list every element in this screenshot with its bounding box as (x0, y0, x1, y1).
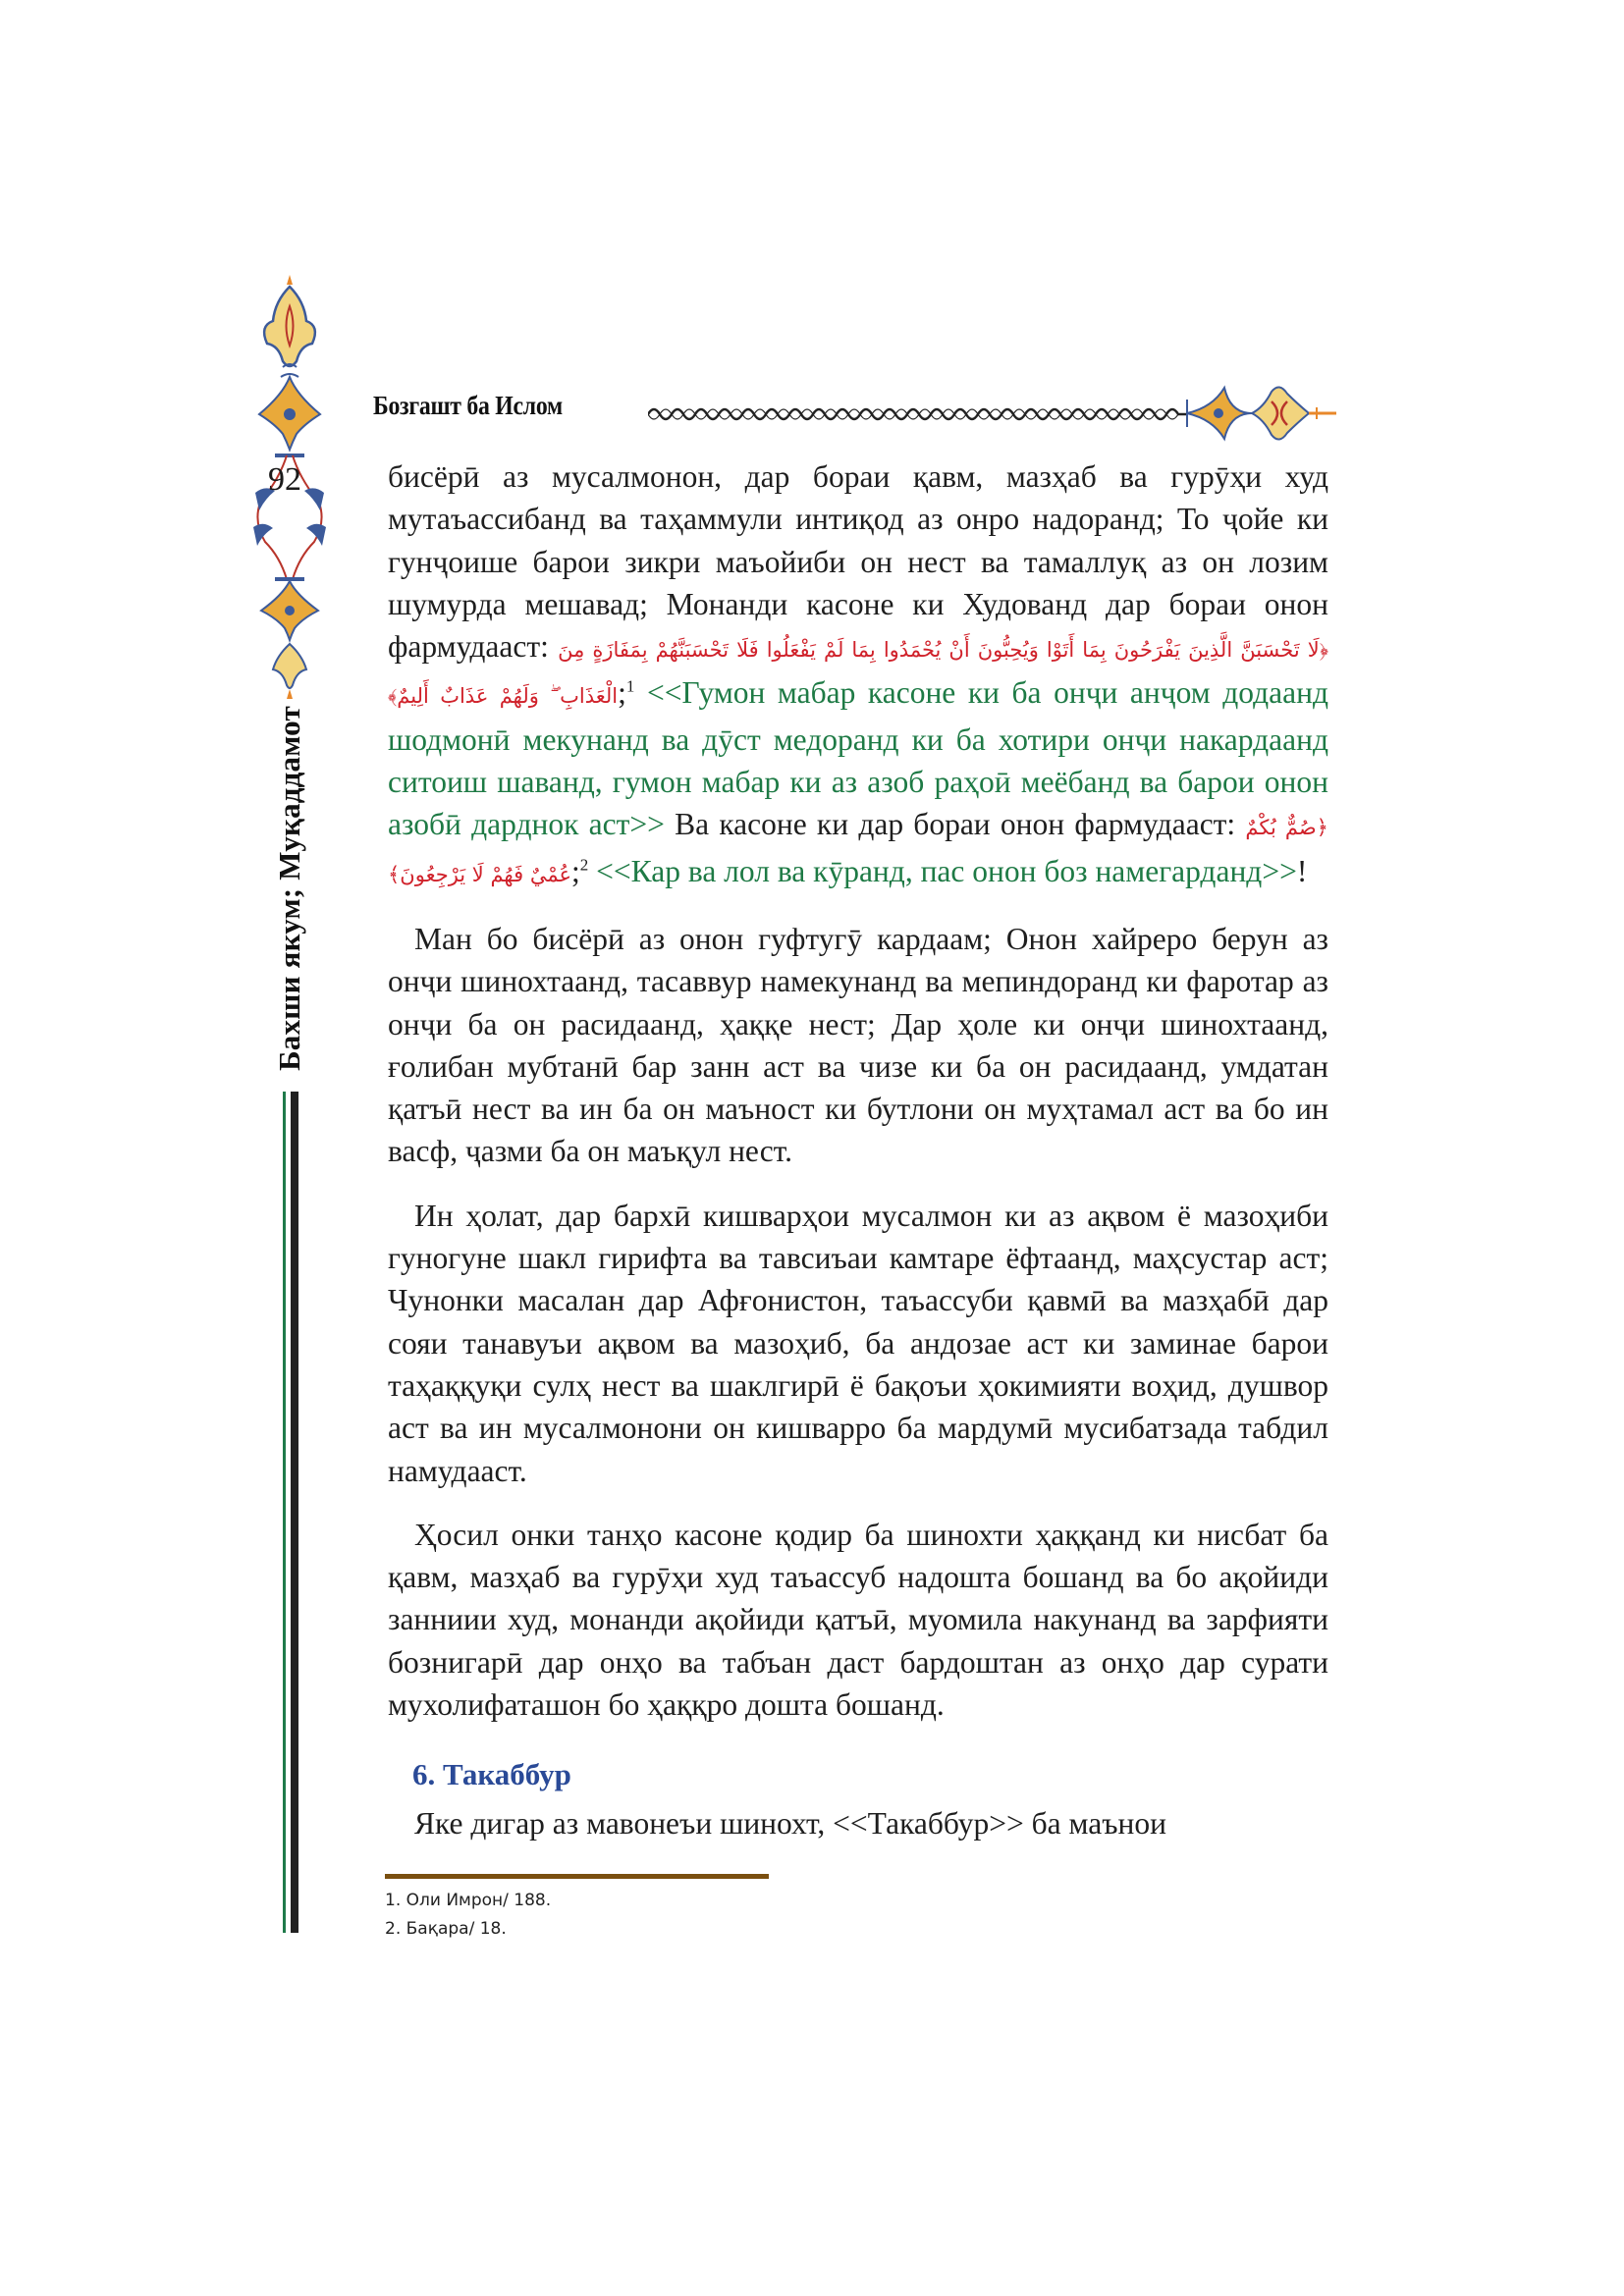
paragraph-1-end: ! (1296, 853, 1308, 888)
paragraph-2: Ман бо бисёрӣ аз онон гуфтугӯ кардаам; Онон хайреро берун аз онҷи шинохтаанд, тасаввур намекунанд ва мепиндоранд ки фаротар аз онҷи ба он расидаанд, ҳаққе нест; Дар ҳоле ки онҷи шинохтаанд, ғолибан мубтанӣ бар занн аст ва чизе ки ба он расидаанд, умдатан қатъӣ нест ва ин ба он маъност ки бутлони он муҳтамал аст ва бо ин васф, ҷазми ба он маъқул нест. (388, 921, 1328, 1169)
paragraph-1-text-b: Ва касоне ки дар бораи онон фармудааст: (664, 807, 1246, 842)
paragraph-3: Ин ҳолат, дар бархӣ кишварҳои мусалмон ки аз ақвом ё мазоҳиби гуногуне шакл гирифта ва тавсиъаи камтаре ёфтаанд, маҳсустар аст; Чунонки масалан дар Афғонистон, таъассуби қавмӣ ва мазҳабӣ дар сояи танавуъи ақвом ва мазоҳиб, ба андозае аст ки заминае барои таҳаққуқи сулҳ нест ва шаклгирӣ ё бақоъи ҳокимияти воҳид, душвор аст ва ин мусалмонони он кишварро ба мардумӣ мусибатзада табдил намудааст. (388, 1198, 1328, 1488)
footnote-ref-1[interactable]: 1 (625, 676, 635, 696)
page-number: 92 (268, 461, 301, 498)
paragraph-4: Ҳосил онки танҳо касоне қодир ба шинохти ҳаққанд ки нисбат ба қавм, мазҳаб ва гурӯҳи худ таъассуб надошта бошанд ва бо ақойиди занниии худ, монанди ақойиди қатъӣ, муомила накунанд ва зарфияти бознигарӣ дар онҳо ва табъан даст бардоштан аз онҳо дар сурати мухолифаташон бо ҳаққро дошта бошанд. (388, 1517, 1328, 1723)
header-ornament-icon (1173, 378, 1340, 447)
footnote-rule (385, 1874, 769, 1879)
spine-rule-black (291, 1092, 298, 1933)
paragraph-1-text-a: бисёрӣ аз мусалмонон, дар бораи қавм, мазҳаб ва гурӯҳи худ мутаъассибанд ва таҳаммули интиқод аз онро надоранд; То ҷойе ки гунҷоише барои зикри маъойиби он нест ва тамаллуқ аз он лозим шумурда мешавад; Монанди касоне ки Худованд дар бораи онон фармудааст: (388, 459, 1328, 665)
quran-verse-2: ﴿صُمٌّ بُكْمٌ عُمْيٌ فَهُمْ لَا يَرْجِعُونَ﴾ (388, 816, 1328, 886)
footnote-2: 2. Бақара/ 18. (385, 1919, 507, 1939)
paragraph-5: Яке дигар аз мавонеъи шинохт, <<Такаббур>> ба маънои (414, 1805, 1166, 1841)
verse-translation-2: <<Кар ва лол ва кӯранд, пас онон боз намегарданд>> (588, 853, 1297, 888)
running-head-title: Бозгашт ба Ислом (373, 391, 563, 420)
footnotes (385, 1887, 551, 1944)
body-text (388, 455, 1328, 1844)
quran-verse-1: ﴿لَا تَحْسَبَنَّ الَّذِينَ يَفْرَحُونَ بِمَا أَتَوْا وَيُحِبُّونَ أَنْ يُحْمَدُوا بِمَا لَمْ يَفْعَلُوا فَلَا تَحْسَبَنَّهُمْ بِمَفَازَةٍ مِنَ الْعَذَابِ ۖ وَلَهُمْ عَذَابٌ أَلِيمٌ﴾ (388, 638, 1328, 709)
verse-translation-1: <<Гумон мабар касоне ки ба онҷи анҷом додаанд шодмонӣ мекунанд ва дӯст медоранд ки ба хотири онҷи накардаанд ситоиш шаванд, гумон мабар ки аз азоб раҳоӣ меёбанд ва барои онон азобӣ дарднок аст>> (388, 675, 1328, 842)
header-wave-rule (648, 402, 1186, 422)
footnote-1: 1. Оли Имрон/ 188. (385, 1891, 552, 1910)
section-spine-label: Бахши якум; Муқаддамот (272, 706, 306, 1071)
separator-2: ; (571, 853, 580, 888)
paragraph-1 (388, 455, 1328, 896)
separator-1: ; (618, 675, 626, 711)
footnote-ref-2[interactable]: 2 (579, 855, 589, 875)
section-heading: 6. Такаббур (412, 1757, 571, 1792)
spine-rule-green (283, 1092, 286, 1933)
